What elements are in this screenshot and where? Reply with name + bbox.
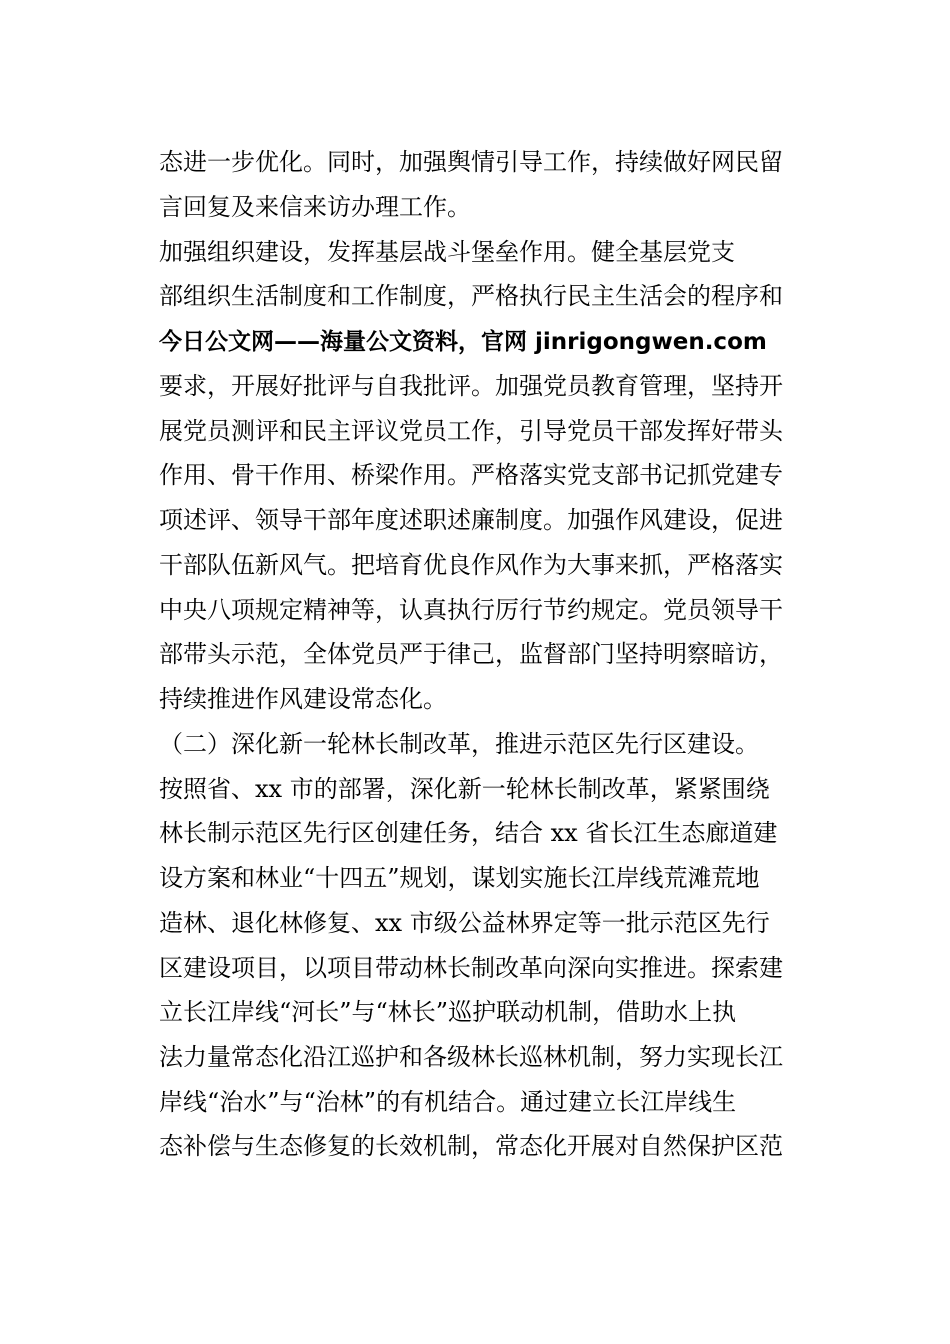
paragraph-line: 持续推进作风建设常态化。: [159, 685, 447, 713]
paragraph-line: 法力量常态化沿江巡护和各级林长巡林机制，努力实现长江: [159, 1043, 783, 1071]
paragraph-line: 中央八项规定精神等，认真执行厉行节约规定。党员领导干: [159, 596, 783, 624]
paragraph-line: 区建设项目，以项目带动林长制改革向深向实推进。探索建: [159, 954, 783, 982]
section-heading: （二）深化新一轮林长制改革，推进示范区先行区建设。: [159, 730, 759, 758]
paragraph-line: 要求，开展好批评与自我批评。加强党员教育管理，坚持开: [159, 372, 783, 400]
paragraph-line: 展党员测评和民主评议党员工作，引导党员干部发挥好带头: [159, 417, 783, 445]
paragraph-line: 按照省、xx 市的部署，深化新一轮林长制改革，紧紧围绕: [159, 775, 770, 803]
paragraph-line: 部带头示范，全体党员严于律己，监督部门坚持明察暗访，: [159, 640, 783, 668]
paragraph-line: 造林、退化林修复、xx 市级公益林界定等一批示范区先行: [159, 909, 770, 937]
paragraph-line: 态补偿与生态修复的长效机制，常态化开展对自然保护区范: [159, 1132, 783, 1160]
paragraph-line: 设方案和林业“十四五”规划，谋划实施长江岸线荒滩荒地: [159, 864, 760, 892]
paragraph-line: 态进一步优化。同时，加强舆情引导工作，持续做好网民留: [159, 148, 783, 176]
paragraph-line: 部组织生活制度和工作制度，严格执行民主生活会的程序和: [159, 282, 783, 310]
paragraph-line: 岸线“治水”与“治林”的有机结合。通过建立长江岸线生: [159, 1088, 737, 1116]
paragraph-line: 加强组织建设，发挥基层战斗堡垒作用。健全基层党支: [159, 238, 735, 266]
watermark-banner: 今日公文网——海量公文资料，官网 jinrigongwen.com: [159, 329, 767, 355]
paragraph-line: 干部队伍新风气。把培育优良作风作为大事来抓，严格落实: [159, 551, 783, 579]
paragraph-line: 立长江岸线“河长”与“林长”巡护联动机制，借助水上执: [159, 998, 737, 1026]
paragraph-line: 作用、骨干作用、桥梁作用。严格落实党支部书记抓党建专: [159, 461, 783, 489]
paragraph-line: 项述评、领导干部年度述职述廉制度。加强作风建设，促进: [159, 506, 783, 534]
paragraph-line: 林长制示范区先行区创建任务，结合 xx 省长江生态廊道建: [159, 819, 778, 847]
paragraph-line: 言回复及来信来访办理工作。: [159, 193, 471, 221]
